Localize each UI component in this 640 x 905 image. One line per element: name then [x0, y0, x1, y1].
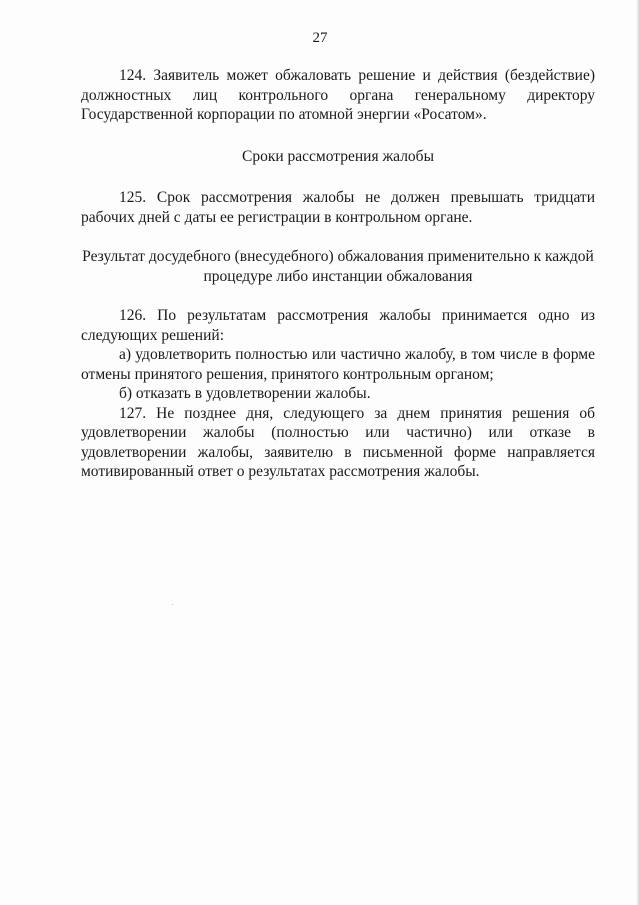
paragraph-125: 125. Срок рассмотрения жалобы не должен превышать тридцати рабочих дней с даты ее регистрации в контрольном органе.: [81, 189, 595, 226]
section-heading-appeal-result: Результат досудебного (внесудебного) обжалования применительно к каждой процедуре либо инстанции обжалования: [82, 248, 594, 285]
paragraph-124: 124. Заявитель может обжаловать решение и действия (бездействие) должностных лиц контрольного органа генеральному директору Государственной корпорации по атомной энергии «Росатом».: [81, 67, 595, 123]
paragraph-126: 126. По результатам рассмотрения жалобы принимается одно из следующих решений:: [81, 307, 595, 344]
paragraph-126-item-b: б) отказать в удовлетворении жалобы.: [119, 385, 371, 402]
scan-speck: [172, 604, 173, 605]
section-heading-complaint-terms: Сроки рассмотрения жалобы: [242, 147, 434, 165]
page-number: 27: [312, 30, 328, 46]
paragraph-127: 127. Не позднее дня, следующего за днем принятия решения об удовлетворении жалобы (полностью или частично) или отказе в удовлетворении жалобы, заявителю в письменной форме направляется мотивированный ответ о результатах рассмотрения жалобы.: [81, 404, 595, 480]
document-body: [81, 66, 595, 482]
scan-edge: [636, 0, 640, 905]
paragraph-126-item-a: а) удовлетворить полностью или частично жалобу, в том числе в форме отмены принятого решения, принятого контрольным органом;: [81, 346, 595, 383]
